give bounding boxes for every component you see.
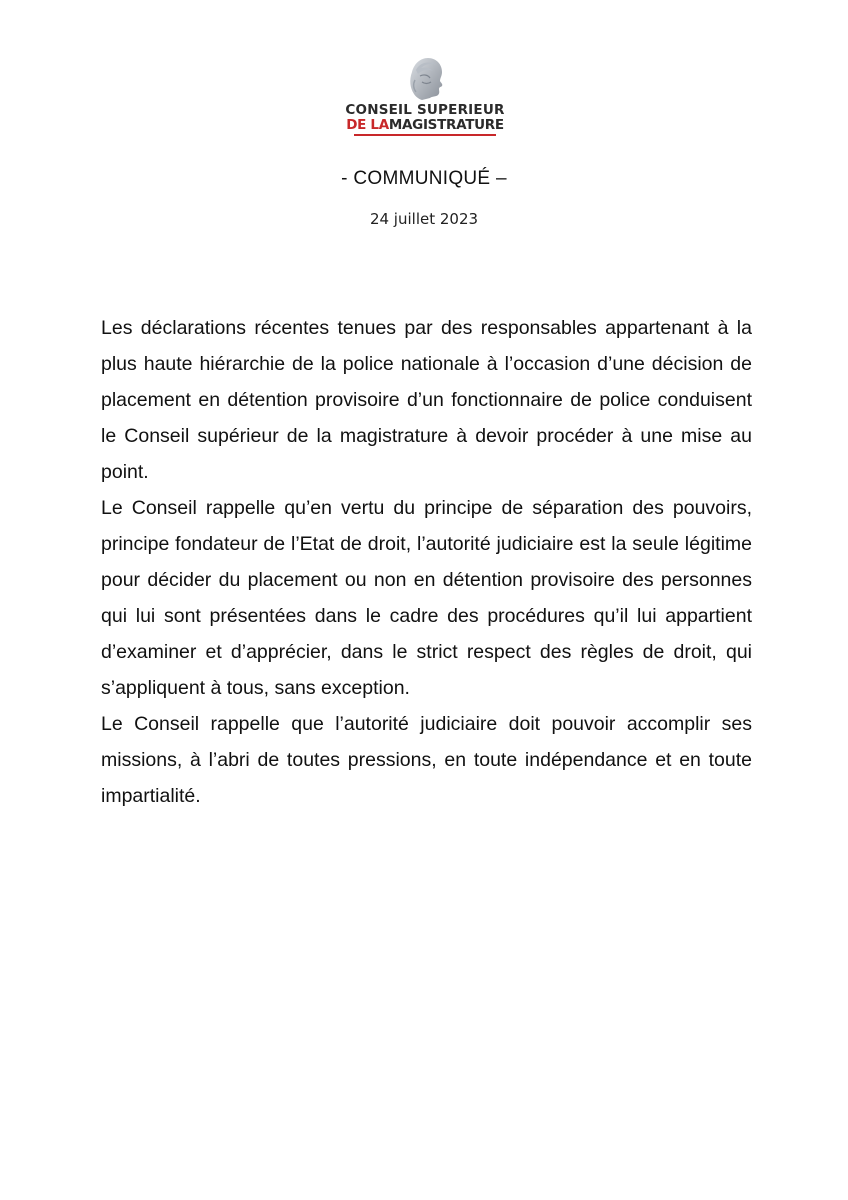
logo-divider xyxy=(354,134,496,136)
csm-logo xyxy=(340,50,510,140)
body-paragraph-3: Le Conseil rappelle que l’autorité judiciaire doit pouvoir accomplir ses missions, à l’abri de toutes pressions, en toute indépendance et en toute impartialité. xyxy=(101,713,752,807)
body-paragraph-2: Le Conseil rappelle qu’en vertu du principe de séparation des pouvoirs, principe fondateur de l’Etat de droit, l’autorité judiciaire est la seule légitime pour décider du placement ou non en détention provisoire des personnes qui lui sont présentées dans le cadre des procédures qu’il lui appartient d’examiner et d’apprécier, dans le strict respect des règles de droit, qui s’appliquent à tous, sans exception. xyxy=(101,497,752,699)
body-paragraph-1: Les déclarations récentes tenues par des responsables appartenant à la plus haute hiérarchie de la police nationale à l’occasion d’une décision de placement en détention provisoire d’un fonctionnaire de police conduisent le Conseil supérieur de la magistrature à devoir procéder à une mise au point. xyxy=(101,317,752,483)
communique-date: 24 juillet 2023 xyxy=(369,210,479,228)
communique-body xyxy=(101,310,752,814)
marianne-head-icon xyxy=(400,50,452,102)
logo-text-line2-accent: DE LA xyxy=(346,117,389,133)
communique-title: - COMMUNIQUÉ – xyxy=(341,168,507,189)
logo-text-line2 xyxy=(340,117,510,133)
logo-text-line2-rest: MAGISTRATURE xyxy=(388,117,504,133)
logo-text-line1: CONSEIL SUPERIEUR xyxy=(345,102,505,118)
